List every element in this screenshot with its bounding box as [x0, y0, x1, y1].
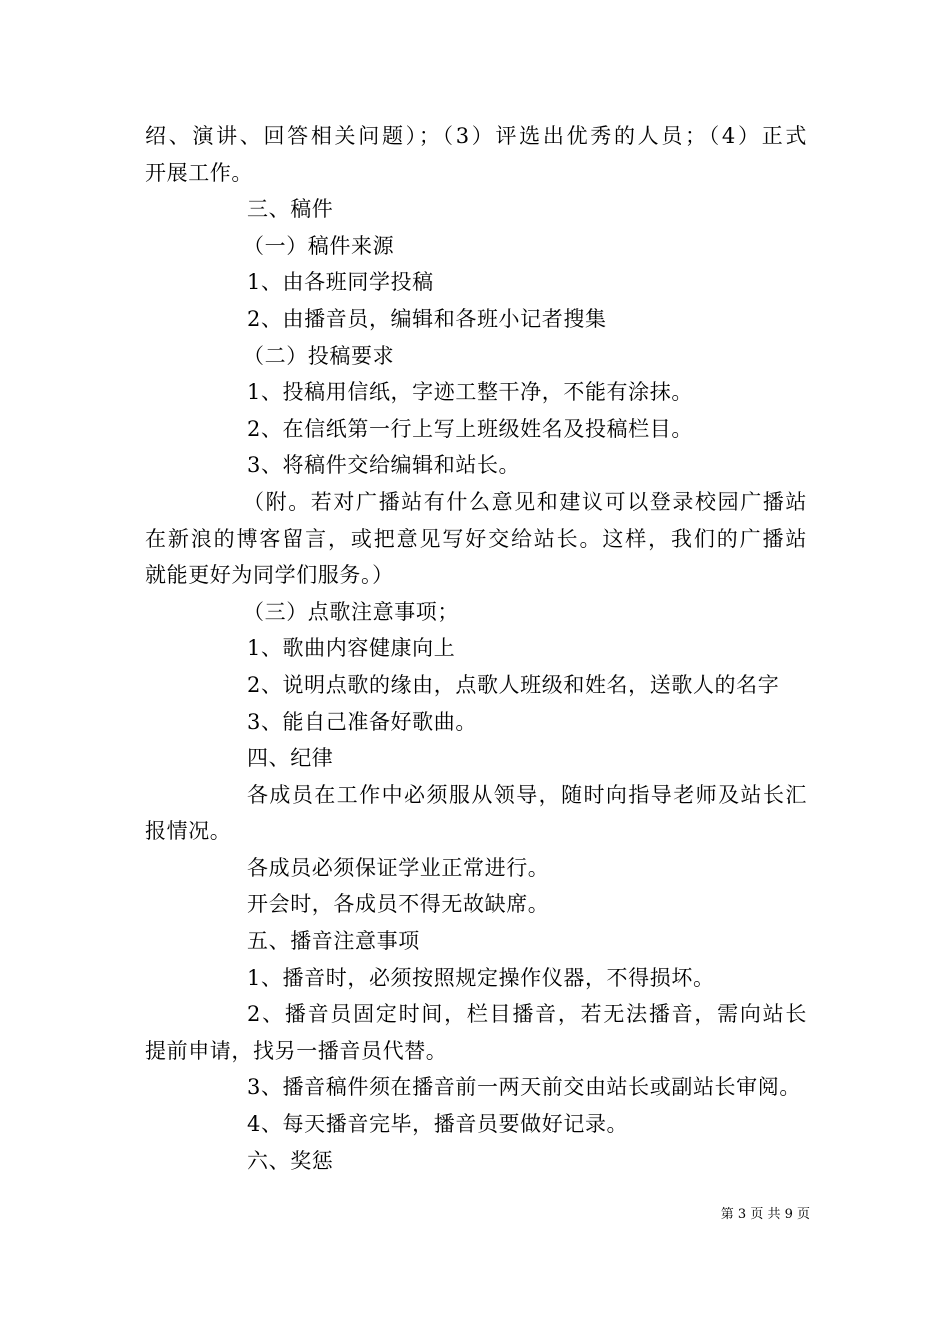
section-heading: 五、播音注意事项 — [247, 929, 420, 954]
paragraph-line: 绍、演讲、回答相关问题）；（3）评选出优秀的人员；（4）正式 — [145, 124, 807, 148]
paragraph-line: 开展工作。 — [145, 160, 253, 185]
section-heading: 三、稿件 — [247, 197, 334, 222]
page-number-footer: 第 3 页 共 9 页 — [720, 1207, 810, 1222]
list-item: 1、投稿用信纸，字迹工整干净，不能有涂抹。 — [247, 380, 693, 405]
list-item: 1、由各班同学投稿 — [247, 270, 434, 295]
paragraph-line: 各成员必须保证学业正常进行。 — [247, 855, 550, 880]
section-heading: 四、纪律 — [247, 746, 334, 771]
list-item: 3、播音稿件须在播音前一两天前交由站长或副站长审阅。 — [247, 1075, 801, 1100]
list-item: 4、每天播音完毕，播音员要做好记录。 — [247, 1112, 629, 1137]
section-heading: 六、奖惩 — [247, 1148, 334, 1173]
paragraph-line: 开会时，各成员不得无故缺席。 — [247, 892, 550, 917]
paragraph-line: （附。若对广播站有什么意见和建议可以登录校园广播站 — [243, 489, 807, 514]
subsection-heading: （一）稿件来源 — [243, 233, 395, 258]
paragraph-line: 在新浪的博客留言，或把意见写好交给站长。这样，我们的广播站 — [145, 526, 807, 551]
list-item: 1、歌曲内容健康向上 — [247, 636, 456, 661]
list-item: 2、播音员固定时间，栏目播音，若无法播音，需向站长 — [247, 1002, 807, 1027]
list-item: 2、由播音员，编辑和各班小记者搜集 — [247, 306, 607, 331]
list-item: 3、将稿件交给编辑和站长。 — [247, 453, 521, 478]
list-item: 2、说明点歌的缘由，点歌人班级和姓名，送歌人的名字 — [247, 672, 780, 697]
subsection-heading: （二）投稿要求 — [243, 343, 395, 368]
paragraph-line: 各成员在工作中必须服从领导，随时向指导老师及站长汇 — [247, 782, 807, 807]
paragraph-line: 就能更好为同学们服务。） — [145, 563, 394, 588]
document-body — [145, 118, 807, 1179]
paragraph-line: 报情况。 — [145, 819, 232, 844]
list-item: 1、播音时，必须按照规定操作仪器，不得损坏。 — [247, 965, 715, 990]
paragraph-line: 提前申请，找另一播音员代替。 — [145, 1038, 448, 1063]
subsection-heading: （三）点歌注意事项； — [243, 599, 459, 624]
list-item: 3、能自己准备好歌曲。 — [247, 709, 477, 734]
list-item: 2、在信纸第一行上写上班级姓名及投稿栏目。 — [247, 416, 693, 441]
